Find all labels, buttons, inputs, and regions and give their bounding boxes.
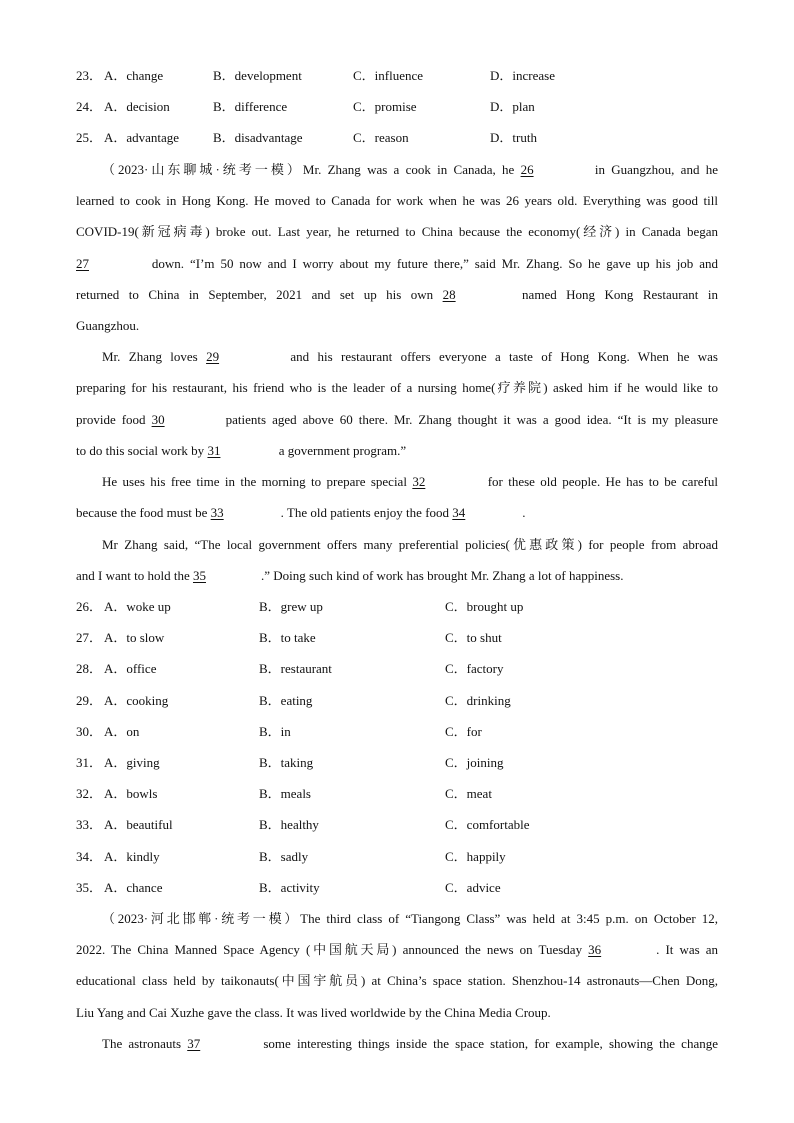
passage2-line-3: educational class held by taikonauts(中国宇航员) at China’s space station. Shenzhou-14 astronauts—Chen Dong, bbox=[76, 973, 718, 988]
passage1-line-3: COVID-19(新冠病毒) broke out. Last year, he returned to China because the economy(经济) in Canada began bbox=[76, 224, 718, 239]
option-c: C．joining bbox=[445, 755, 504, 770]
blank-27: 27 bbox=[76, 256, 89, 271]
question-number: 35． bbox=[76, 880, 103, 895]
option-c: C．happily bbox=[445, 849, 506, 864]
question-number: 26． bbox=[76, 599, 103, 614]
option-a: A．to slow bbox=[104, 630, 165, 645]
option-a: A．change bbox=[104, 68, 164, 83]
option-b: B．taking bbox=[259, 755, 314, 770]
passage1-line-12: because the food must be 33 . The old patients enjoy the food 34 . bbox=[76, 503, 718, 523]
blank-32: 32 bbox=[412, 474, 426, 489]
question-number: 27． bbox=[76, 630, 103, 645]
option-b: B．in bbox=[259, 724, 291, 739]
option-b: B．healthy bbox=[259, 817, 319, 832]
passage1-line-7: Mr. Zhang loves 29 and his restaurant offers everyone a taste of Hong Kong. When he was bbox=[102, 347, 718, 367]
option-b: B．difference bbox=[213, 99, 288, 114]
passage2-line-5: The astronauts 37 some interesting things inside the space station, for example, showing the change bbox=[102, 1034, 718, 1054]
option-a: A．woke up bbox=[104, 599, 171, 614]
option-c: C．to shut bbox=[445, 630, 502, 645]
passage1-line-10: to do this social work by 31 a government program.” bbox=[76, 441, 718, 461]
blank-37: 37 bbox=[187, 1036, 201, 1051]
option-b: B．disadvantage bbox=[213, 130, 303, 145]
passage1-line-14: and I want to hold the 35 .” Doing such kind of work has brought Mr. Zhang a lot of happiness. bbox=[76, 566, 718, 586]
option-c: C．brought up bbox=[445, 599, 524, 614]
option-b: B．eating bbox=[259, 693, 313, 708]
option-a: A．giving bbox=[104, 755, 160, 770]
blank-34: 34 bbox=[452, 505, 466, 520]
option-d: D．plan bbox=[490, 99, 535, 114]
passage1-line-1: （2023·山东聊城·统考一模）Mr. Zhang was a cook in Canada, he 26 in Guangzhou, and he bbox=[102, 160, 718, 180]
option-c: C．influence bbox=[353, 68, 424, 83]
option-c: C．for bbox=[445, 724, 482, 739]
option-b: B．restaurant bbox=[259, 661, 332, 676]
option-a: A．on bbox=[104, 724, 140, 739]
passage1-line-4: 27 down. “I’m 50 now and I worry about my future there,” said Mr. Zhang. So he gave up his job and bbox=[76, 254, 718, 274]
question-number: 28． bbox=[76, 661, 103, 676]
blank-35: 35 bbox=[192, 568, 206, 583]
option-a: A．bowls bbox=[104, 786, 158, 801]
blank-26: 26 bbox=[520, 162, 534, 177]
option-c: C．promise bbox=[353, 99, 417, 114]
passage1-line-13: Mr Zhang said, “The local government offers many preferential policies(优惠政策) for people from abroad bbox=[102, 537, 718, 552]
passage2-line-4: Liu Yang and Cai Xuzhe gave the class. It was lived worldwide by the China Media Croup. bbox=[76, 1005, 551, 1020]
option-a: A．advantage bbox=[104, 130, 180, 145]
passage1-line-2: learned to cook in Hong Kong. He moved to Canada for work when he was 26 years old. Everything was good till bbox=[76, 193, 718, 208]
option-c: C．comfortable bbox=[445, 817, 530, 832]
option-b: B．activity bbox=[259, 880, 320, 895]
passage1-line-9: provide food 30 patients aged above 60 there. Mr. Zhang thought it was a good idea. “It is my pleasure bbox=[76, 410, 718, 430]
blank-30: 30 bbox=[151, 412, 165, 427]
question-number: 34． bbox=[76, 849, 103, 864]
passage1-line-5: returned to China in September, 2021 and set up his own 28 named Hong Kong Restaurant in bbox=[76, 285, 718, 305]
question-number: 24． bbox=[76, 99, 103, 114]
option-a: A．beautiful bbox=[104, 817, 173, 832]
question-number: 33． bbox=[76, 817, 103, 832]
question-number: 32． bbox=[76, 786, 103, 801]
option-c: C．factory bbox=[445, 661, 504, 676]
option-d: D．truth bbox=[490, 130, 537, 145]
option-c: C．meat bbox=[445, 786, 492, 801]
option-a: A．kindly bbox=[104, 849, 160, 864]
passage1-line-6: Guangzhou. bbox=[76, 318, 140, 333]
question-number: 23． bbox=[76, 68, 103, 83]
option-b: B．grew up bbox=[259, 599, 323, 614]
blank-29: 29 bbox=[206, 349, 220, 364]
blank-31: 31 bbox=[207, 443, 221, 458]
option-b: B．meals bbox=[259, 786, 311, 801]
option-a: A．cooking bbox=[104, 693, 169, 708]
passage1-line-8: preparing for his restaurant, his friend who is the leader of a nursing home(疗养院) asked him if he would like to bbox=[76, 380, 718, 395]
blank-28: 28 bbox=[442, 287, 456, 302]
option-b: B．to take bbox=[259, 630, 316, 645]
blank-33: 33 bbox=[210, 505, 224, 520]
option-c: C．advice bbox=[445, 880, 501, 895]
option-b: B．sadly bbox=[259, 849, 309, 864]
question-number: 25． bbox=[76, 130, 103, 145]
option-a: A．chance bbox=[104, 880, 163, 895]
option-c: C．reason bbox=[353, 130, 409, 145]
question-number: 30． bbox=[76, 724, 103, 739]
option-a: A．office bbox=[104, 661, 157, 676]
option-c: C．drinking bbox=[445, 693, 511, 708]
option-a: A．decision bbox=[104, 99, 170, 114]
passage2-line-2: 2022. The China Manned Space Agency (中国航天局) announced the news on Tuesday 36 . It was an bbox=[76, 940, 718, 960]
passage2-line-1: （2023·河北邯郸·统考一模）The third class of “Tiangong Class” was held at 3:45 p.m. on October 12, bbox=[102, 911, 718, 926]
blank-36: 36 bbox=[588, 942, 602, 957]
option-d: D．increase bbox=[490, 68, 555, 83]
question-number: 29． bbox=[76, 693, 103, 708]
question-number: 31． bbox=[76, 755, 103, 770]
option-b: B．development bbox=[213, 68, 302, 83]
passage1-line-11: He uses his free time in the morning to prepare special 32 for these old people. He has to be careful bbox=[102, 472, 718, 492]
